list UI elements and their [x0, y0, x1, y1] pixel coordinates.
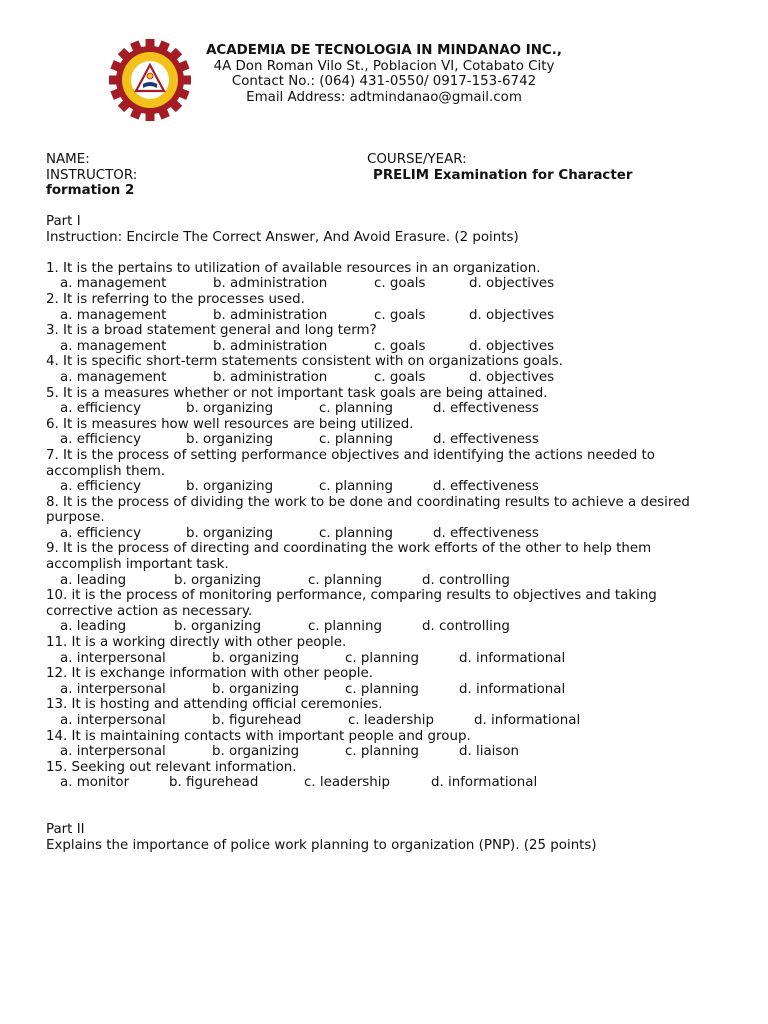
answer-option[interactable]: a. interpersonal	[60, 713, 166, 728]
answer-options	[46, 744, 726, 760]
question-text: 8. It is the process of dividing the work to be done and coordinating results to achieve a desired purpose.	[46, 494, 690, 526]
question-text: 10. it is the process of monitoring performance, comparing results to objectives and taking corrective action as necessary.	[46, 588, 657, 619]
question-text: 6. It is measures how well resources are being utilized.	[46, 416, 414, 432]
question-item	[46, 495, 726, 542]
question-item	[46, 386, 726, 417]
question-item	[46, 292, 726, 323]
answer-option[interactable]: d. informational	[431, 775, 538, 791]
answer-options	[46, 573, 726, 589]
school-logo	[106, 38, 194, 122]
answer-options	[46, 401, 726, 417]
part1-title: Part I	[46, 214, 81, 229]
answer-option[interactable]: a. interpersonal	[60, 744, 166, 760]
answer-option[interactable]: c. planning	[319, 432, 393, 448]
exam-title-continued: formation 2	[46, 183, 135, 199]
question-item	[46, 417, 726, 448]
answer-option[interactable]: a. leading	[60, 572, 127, 588]
answer-option[interactable]: a. leading	[60, 619, 127, 635]
answer-option[interactable]: c. planning	[345, 744, 419, 760]
course-year-label: COURSE/YEAR:	[367, 152, 467, 167]
answer-options	[46, 775, 726, 791]
answer-options	[46, 682, 726, 698]
answer-option[interactable]: b. organizing	[212, 681, 300, 697]
answer-options	[46, 339, 726, 355]
answer-option[interactable]: b. organizing	[186, 525, 274, 541]
question-text: 9. It is the process of directing and coordinating the work efforts of the other to help them accomplish important task.	[46, 541, 652, 573]
question-item	[46, 323, 726, 354]
answer-options	[46, 370, 726, 386]
answer-option[interactable]: a. management	[60, 369, 167, 385]
question-text: 15. Seeking out relevant information.	[46, 759, 297, 775]
answer-option[interactable]: b. organizing	[212, 744, 300, 760]
answer-option[interactable]: c. leadership	[348, 713, 434, 728]
answer-option[interactable]: c. planning	[319, 525, 393, 541]
school-name: ACADEMIA DE TECNOLOGIA IN MINDANAO INC.,	[206, 43, 562, 58]
answer-option[interactable]: a. efficiency	[60, 432, 141, 448]
exam-meta	[46, 152, 726, 199]
answer-option[interactable]: a. efficiency	[60, 479, 141, 495]
answer-option[interactable]: c. planning	[308, 572, 382, 588]
name-label: NAME:	[46, 152, 90, 167]
answer-option[interactable]: b. administration	[213, 338, 328, 354]
answer-option[interactable]: d. objectives	[469, 369, 555, 385]
answer-options	[46, 619, 726, 635]
answer-option[interactable]: b. administration	[213, 276, 328, 292]
answer-option[interactable]: b. figurehead	[169, 775, 259, 791]
question-item	[46, 666, 726, 697]
answer-options	[46, 526, 726, 542]
answer-option[interactable]: b. organizing	[212, 650, 300, 666]
answer-option[interactable]: c. planning	[319, 479, 393, 495]
answer-option[interactable]: d. objectives	[469, 307, 555, 323]
answer-option[interactable]: c. goals	[374, 369, 426, 385]
question-item	[46, 729, 726, 760]
school-email: Email Address: adtmindanao@gmail.com	[246, 89, 522, 105]
question-item	[46, 448, 726, 495]
answer-option[interactable]: d. effectiveness	[433, 479, 539, 495]
logo-flame-icon	[147, 73, 153, 79]
question-text: 13. It is hosting and attending official ceremonies.	[46, 697, 383, 713]
question-item	[46, 541, 726, 588]
question-text: 11. It is a working directly with other people.	[46, 635, 347, 651]
answer-option[interactable]: d. effectiveness	[433, 432, 539, 448]
question-text: 5. It is a measures whether or not important task goals are being attained.	[46, 385, 548, 401]
question-item	[46, 354, 726, 385]
answer-option[interactable]: d. objectives	[469, 338, 555, 354]
answer-option[interactable]: c. planning	[308, 619, 382, 635]
answer-option[interactable]: d. effectiveness	[433, 401, 539, 417]
school-contact: Contact No.: (064) 431-0550/ 0917-153-6742	[231, 74, 537, 90]
answer-option[interactable]: d. controlling	[422, 572, 510, 588]
answer-option[interactable]: d. informational	[459, 650, 566, 666]
answer-options	[46, 432, 726, 448]
answer-option[interactable]: a. monitor	[60, 775, 130, 791]
question-text: 3. It is a broad statement general and long term?	[46, 323, 377, 339]
school-address: 4A Don Roman Vilo St., Poblacion VI, Cotabato City	[213, 58, 555, 74]
question-item	[46, 261, 726, 292]
question-text: 4. It is specific short-term statements consistent with on organizations goals.	[46, 354, 563, 370]
instructor-label: INSTRUCTOR:	[46, 167, 138, 183]
exam-title: PRELIM Examination for Character	[373, 167, 633, 183]
answer-option[interactable]: b. organizing	[186, 479, 274, 495]
answer-options	[46, 276, 726, 292]
question-text: 12. It is exchange information with other people.	[46, 666, 373, 682]
answer-option[interactable]: a. efficiency	[60, 525, 141, 541]
answer-option[interactable]: c. planning	[345, 650, 419, 666]
answer-option[interactable]: a. interpersonal	[60, 650, 166, 666]
question-item	[46, 588, 726, 635]
answer-option[interactable]: d. liaison	[459, 744, 520, 760]
answer-option[interactable]: d. informational	[474, 713, 581, 728]
answer-option[interactable]: a. efficiency	[60, 401, 141, 417]
question-text: 2. It is referring to the processes used.	[46, 291, 305, 307]
part2-instruction: Explains the importance of police work planning to organization (PNP). (25 points)	[46, 837, 597, 853]
answer-options	[46, 308, 726, 324]
answer-options	[46, 651, 726, 667]
answer-option[interactable]: c. leadership	[304, 775, 390, 791]
answer-option[interactable]: b. administration	[213, 307, 328, 323]
answer-option[interactable]: d. informational	[459, 681, 566, 697]
question-text: 1. It is the pertains to utilization of available resources in an organization.	[46, 260, 541, 276]
answer-option[interactable]: b. figurehead	[212, 713, 302, 728]
answer-option[interactable]: b. administration	[213, 369, 328, 385]
answer-option[interactable]: c. goals	[374, 276, 426, 292]
answer-option[interactable]: b. organizing	[186, 401, 274, 417]
part1-instruction: Instruction: Encircle The Correct Answer, And Avoid Erasure. (2 points)	[46, 229, 519, 245]
meta-row-1	[46, 152, 726, 168]
answer-option[interactable]: a. management	[60, 307, 167, 323]
answer-options	[46, 713, 726, 729]
answer-option[interactable]: c. planning	[345, 681, 419, 697]
answer-option[interactable]: d. controlling	[422, 619, 510, 635]
part2-title: Part II	[46, 821, 85, 837]
question-item	[46, 697, 726, 728]
answer-option[interactable]: a. interpersonal	[60, 681, 166, 697]
answer-option[interactable]: d. effectiveness	[433, 525, 539, 541]
question-item	[46, 635, 726, 666]
answer-option[interactable]: b. organizing	[186, 432, 274, 448]
question-item	[46, 760, 726, 791]
question-text: 14. It is maintaining contacts with important people and group.	[46, 728, 471, 744]
answer-option[interactable]: c. goals	[374, 307, 426, 323]
answer-option[interactable]: b. organizing	[174, 572, 262, 588]
answer-option[interactable]: a. management	[60, 338, 167, 354]
answer-option[interactable]: a. management	[60, 276, 167, 292]
answer-option[interactable]: d. objectives	[469, 276, 555, 292]
meta-row-2	[46, 168, 726, 184]
answer-option[interactable]: c. planning	[319, 401, 393, 417]
question-text: 7. It is the process of setting performance objectives and identifying the actions needed to accomplish them.	[46, 447, 655, 479]
question-list	[46, 261, 726, 791]
exam-body	[46, 214, 726, 853]
school-header	[194, 43, 574, 105]
answer-option[interactable]: b. organizing	[174, 619, 262, 635]
answer-options	[46, 479, 726, 495]
answer-option[interactable]: c. goals	[374, 338, 426, 354]
